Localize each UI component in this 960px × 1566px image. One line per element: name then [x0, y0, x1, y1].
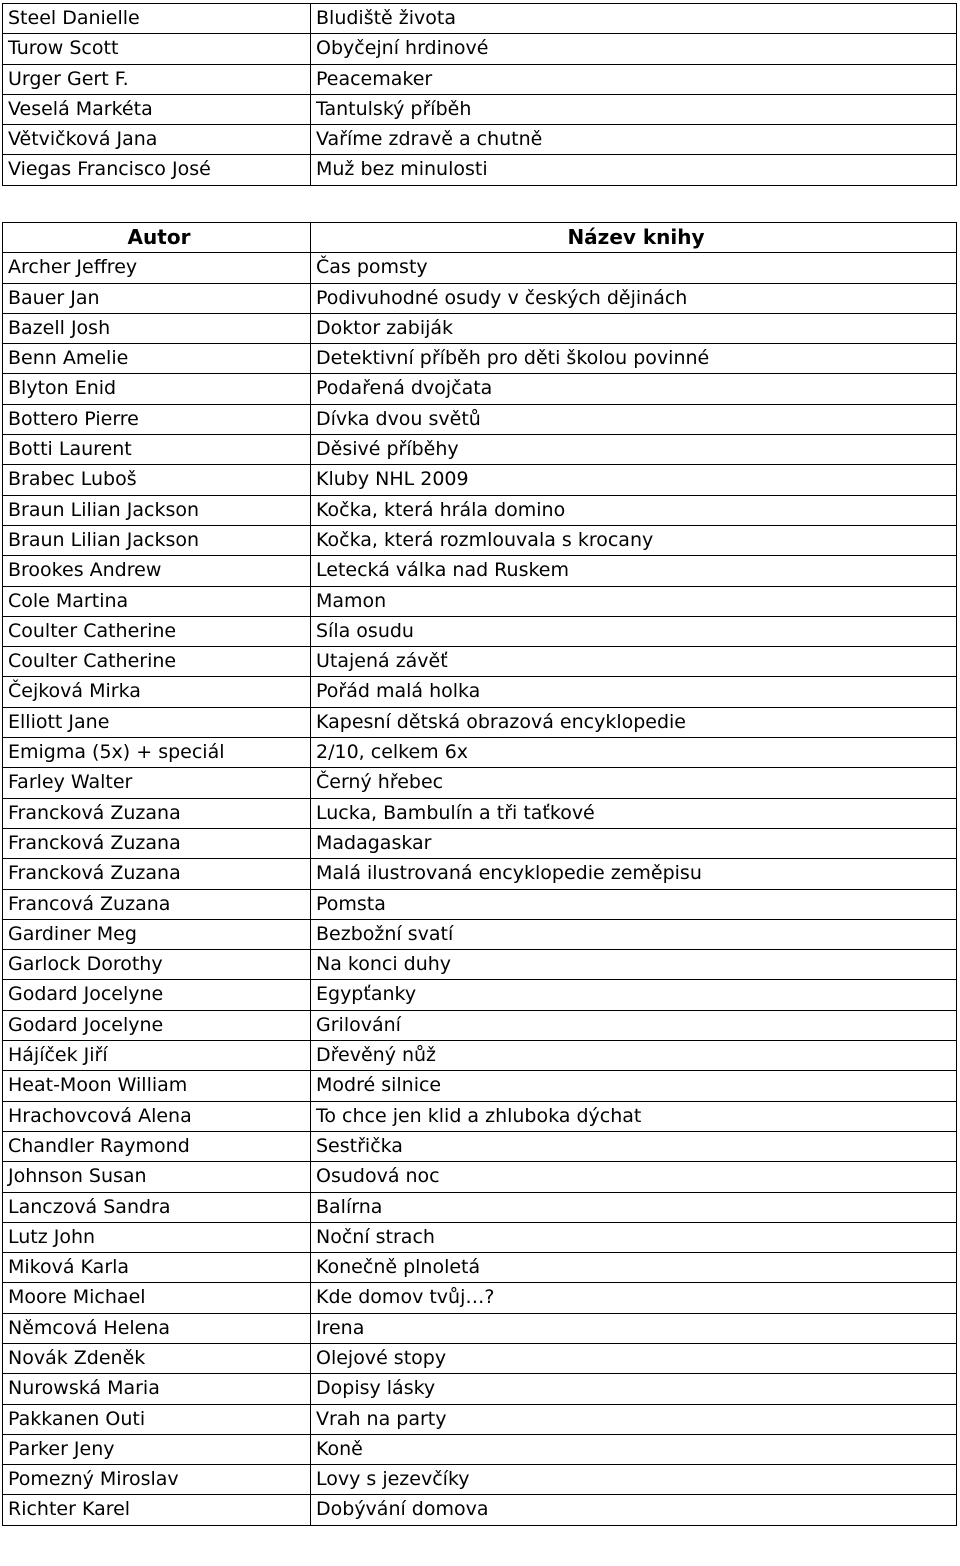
title-cell: Konečně plnoletá [311, 1253, 957, 1283]
title-cell: Grilování [311, 1010, 957, 1040]
author-cell: Čejková Mirka [3, 677, 311, 707]
author-cell: Bottero Pierre [3, 404, 311, 434]
title-cell: Dřevěný nůž [311, 1041, 957, 1071]
title-cell: Egypťanky [311, 980, 957, 1010]
title-cell: Děsivé příběhy [311, 435, 957, 465]
title-cell: Tantulský příběh [311, 94, 957, 124]
author-cell: Pomezný Miroslav [3, 1465, 311, 1495]
title-cell: Kapesní dětská obrazová encyklopedie [311, 707, 957, 737]
author-cell: Urger Gert F. [3, 64, 311, 94]
table-row [3, 465, 957, 495]
table-row [3, 1495, 957, 1525]
table-row [3, 1071, 957, 1101]
title-cell: Podařená dvojčata [311, 374, 957, 404]
table-row [3, 828, 957, 858]
title-cell: Balírna [311, 1192, 957, 1222]
author-cell: Brabec Luboš [3, 465, 311, 495]
author-cell: Braun Lilian Jackson [3, 495, 311, 525]
title-cell: Bludiště života [311, 4, 957, 34]
table-row [3, 556, 957, 586]
title-cell: Detektivní příběh pro děti školou povinné [311, 344, 957, 374]
author-cell: Parker Jeny [3, 1434, 311, 1464]
author-cell: Blyton Enid [3, 374, 311, 404]
title-cell: Na konci duhy [311, 950, 957, 980]
table-row [3, 1162, 957, 1192]
author-cell: Cole Martina [3, 586, 311, 616]
author-cell: Godard Jocelyne [3, 1010, 311, 1040]
author-cell: Francková Zuzana [3, 859, 311, 889]
title-cell: Lucka, Bambulín a tři taťkové [311, 798, 957, 828]
title-cell: Irena [311, 1313, 957, 1343]
author-cell: Benn Amelie [3, 344, 311, 374]
author-cell: Farley Walter [3, 768, 311, 798]
title-cell: Koně [311, 1434, 957, 1464]
author-cell: Richter Karel [3, 1495, 311, 1525]
author-cell: Archer Jeffrey [3, 253, 311, 283]
author-cell: Godard Jocelyne [3, 980, 311, 1010]
table-row [3, 435, 957, 465]
author-cell: Brookes Andrew [3, 556, 311, 586]
table-row [3, 34, 957, 64]
table-row [3, 1313, 957, 1343]
title-cell: Vrah na party [311, 1404, 957, 1434]
table-row [3, 253, 957, 283]
table-row [3, 4, 957, 34]
header-author: Autor [3, 223, 311, 253]
title-cell: Doktor zabiják [311, 313, 957, 343]
table-row [3, 1343, 957, 1373]
table-row [3, 1222, 957, 1252]
table-row [3, 889, 957, 919]
table-row [3, 1192, 957, 1222]
author-cell: Hrachovcová Alena [3, 1101, 311, 1131]
table-row [3, 155, 957, 185]
author-cell: Francková Zuzana [3, 828, 311, 858]
title-cell: Muž bez minulosti [311, 155, 957, 185]
title-cell: Kluby NHL 2009 [311, 465, 957, 495]
title-cell: Dívka dvou světů [311, 404, 957, 434]
author-cell: Gardiner Meg [3, 919, 311, 949]
table-row [3, 859, 957, 889]
author-cell: Botti Laurent [3, 435, 311, 465]
title-cell: Kde domov tvůj…? [311, 1283, 957, 1313]
table-row [3, 647, 957, 677]
table-row [3, 1253, 957, 1283]
author-cell: Braun Lilian Jackson [3, 525, 311, 555]
author-cell: Chandler Raymond [3, 1131, 311, 1161]
author-cell: Nurowská Maria [3, 1374, 311, 1404]
author-cell: Viegas Francisco José [3, 155, 311, 185]
table-row [3, 1283, 957, 1313]
table-row [3, 94, 957, 124]
title-cell: Malá ilustrovaná encyklopedie zeměpisu [311, 859, 957, 889]
author-cell: Emigma (5x) + speciál [3, 738, 311, 768]
title-cell: Síla osudu [311, 616, 957, 646]
title-cell: Letecká válka nad Ruskem [311, 556, 957, 586]
title-cell: Pomsta [311, 889, 957, 919]
table-row [3, 283, 957, 313]
table-row [3, 1041, 957, 1071]
title-cell: Utajená závěť [311, 647, 957, 677]
table-row [3, 64, 957, 94]
author-cell: Francová Zuzana [3, 889, 311, 919]
table-row [3, 1434, 957, 1464]
author-cell: Pakkanen Outi [3, 1404, 311, 1434]
title-cell: Osudová noc [311, 1162, 957, 1192]
title-cell: Dopisy lásky [311, 1374, 957, 1404]
title-cell: Kočka, která hrála domino [311, 495, 957, 525]
title-cell: Olejové stopy [311, 1343, 957, 1373]
title-cell: 2/10, celkem 6x [311, 738, 957, 768]
title-cell: Lovy s jezevčíky [311, 1465, 957, 1495]
header-row [3, 223, 957, 253]
top-table-body [3, 4, 957, 186]
book-list-top-table [2, 3, 957, 186]
table-row [3, 1465, 957, 1495]
table-row [3, 768, 957, 798]
title-cell: Noční strach [311, 1222, 957, 1252]
title-cell: Bezbožní svatí [311, 919, 957, 949]
title-cell: Obyčejní hrdinové [311, 34, 957, 64]
author-cell: Francková Zuzana [3, 798, 311, 828]
title-cell: Mamon [311, 586, 957, 616]
table-row [3, 738, 957, 768]
author-cell: Steel Danielle [3, 4, 311, 34]
title-cell: Madagaskar [311, 828, 957, 858]
table-row [3, 374, 957, 404]
author-cell: Miková Karla [3, 1253, 311, 1283]
table-row [3, 707, 957, 737]
author-cell: Garlock Dorothy [3, 950, 311, 980]
author-cell: Bauer Jan [3, 283, 311, 313]
title-cell: Podivuhodné osudy v českých dějinách [311, 283, 957, 313]
author-cell: Novák Zdeněk [3, 1343, 311, 1373]
table-row [3, 495, 957, 525]
table-row [3, 404, 957, 434]
table-row [3, 980, 957, 1010]
table-row [3, 677, 957, 707]
author-cell: Bazell Josh [3, 313, 311, 343]
author-cell: Větvičková Jana [3, 125, 311, 155]
table-row [3, 798, 957, 828]
title-cell: Vaříme zdravě a chutně [311, 125, 957, 155]
title-cell: Černý hřebec [311, 768, 957, 798]
title-cell: Čas pomsty [311, 253, 957, 283]
title-cell: Pořád malá holka [311, 677, 957, 707]
table-row [3, 125, 957, 155]
title-cell: Dobývání domova [311, 1495, 957, 1525]
author-cell: Coulter Catherine [3, 647, 311, 677]
title-cell: Sestřička [311, 1131, 957, 1161]
title-cell: Modré silnice [311, 1071, 957, 1101]
table-row [3, 950, 957, 980]
author-cell: Heat-Moon William [3, 1071, 311, 1101]
table-row [3, 313, 957, 343]
main-table-body [3, 253, 957, 1525]
author-cell: Lanczová Sandra [3, 1192, 311, 1222]
table-row [3, 1131, 957, 1161]
table-row [3, 525, 957, 555]
author-cell: Lutz John [3, 1222, 311, 1252]
author-cell: Hájíček Jiří [3, 1041, 311, 1071]
title-cell: Peacemaker [311, 64, 957, 94]
table-row [3, 586, 957, 616]
table-row [3, 919, 957, 949]
author-cell: Elliott Jane [3, 707, 311, 737]
author-cell: Moore Michael [3, 1283, 311, 1313]
table-row [3, 616, 957, 646]
author-cell: Johnson Susan [3, 1162, 311, 1192]
table-row [3, 344, 957, 374]
table-row [3, 1374, 957, 1404]
table-row [3, 1101, 957, 1131]
title-cell: Kočka, která rozmlouvala s krocany [311, 525, 957, 555]
book-list-main-table [2, 222, 957, 1526]
table-row [3, 1010, 957, 1040]
author-cell: Němcová Helena [3, 1313, 311, 1343]
header-title: Název knihy [311, 223, 957, 253]
title-cell: To chce jen klid a zhluboka dýchat [311, 1101, 957, 1131]
author-cell: Turow Scott [3, 34, 311, 64]
author-cell: Coulter Catherine [3, 616, 311, 646]
table-row [3, 1404, 957, 1434]
author-cell: Veselá Markéta [3, 94, 311, 124]
